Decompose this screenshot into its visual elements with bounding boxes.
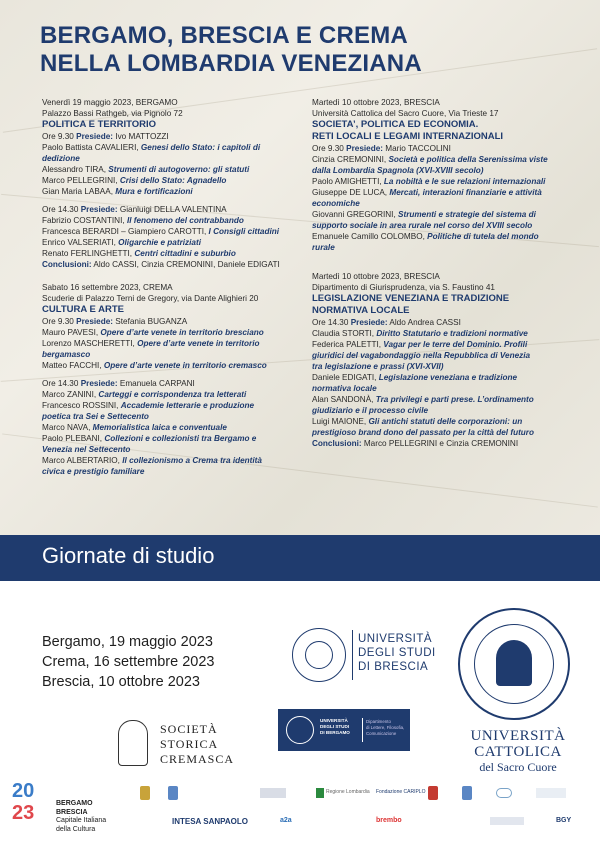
unibs-seal-icon <box>292 628 346 682</box>
sponsor-strip <box>120 780 590 836</box>
ucsc-logo-text: UNIVERSITÀ CATTOLICA del Sacro Cuore <box>470 728 566 774</box>
ssc-logo-text: SOCIETÀ STORICA CREMASCA <box>160 722 235 766</box>
crest-icon <box>462 786 472 800</box>
session-heading: POLITICA E TERRITORIO <box>42 119 157 130</box>
banner: Giornate di studio <box>0 535 600 581</box>
session-heading: CULTURA E ARTE <box>42 304 124 315</box>
capital-2023-logo: 20 23 <box>12 780 35 824</box>
crest-icon <box>428 786 438 800</box>
capital-text: BERGAMO BRESCIA Capitale Italiana della Cultura <box>56 800 107 833</box>
unibg-seal-icon <box>286 716 314 744</box>
page-title: BERGAMO, BRESCIA E CREMA NELLA LOMBARDIA VENEZIANA <box>40 22 422 77</box>
crest-icon <box>140 786 150 800</box>
sponsor-icon <box>490 817 524 825</box>
ministero-icon <box>260 788 286 798</box>
session-heading: LEGISLAZIONE VENEZIANA E TRADIZIONE <box>312 293 510 304</box>
crest-icon <box>168 786 178 800</box>
sponsor-icon <box>496 788 512 798</box>
sponsor-row-top: Regione Lombardia Fondazione CARIPLO <box>120 786 590 802</box>
sponsor-row-bottom: INTESA SANPAOLO a2a brembo BGY <box>172 817 572 826</box>
right-column: Martedì 10 ottobre 2023, BRESCIA Università Cattolica del Sacro Cuore, Via Trieste 17 SOCIETA’, POLITICA ED ECONOMIA. RETI LOCALI E LEGAMI INTERNAZIONALI Ore 9.30 Presiede: Mario TACCOLINI Cinzia CREMONINI, Società e politica della Serenissima viste dalla Lombardia Spagnola (XVI-XVIII secolo) Paolo AMIGHETTI, La nobiltà e le sue relazioni internazionali Giuseppe DE LUCA, Mercati, interazioni finanziarie e attività economiche Giovanni GREGORINI, Strumenti e strategie del sistema di supporto sociale in area rurale nel corso del XVIII secolo Emanuele Camillo COLOMBO, Politiche di tutela del mondo rurale Martedì 10 ottobre 2023, BRESCIA Dipartimento di Giurisprudenza, via S. Faustino 41 LEGISLAZIONE VENEZIANA E TRADIZIONE NORMATIVA LOCALE Ore 14.30 Presiede: Aldo Andrea CASSI Claudia STORTI, Diritto Statutario e tradizioni normative Federica PALETTI, Vagar per le terre del Dominio. Profili giuridici del vagabondaggio nella Repubblica di Venezia tra legislazione e prassi (XVI-XVII) Daniele EDIGATI, Legislazione veneziana e tradizione normativa locale Alan SANDONÀ, Tra privilegi e parti prese. L’ordinamento giudiziario e il processo civile Luigi MAIONE, Gli antichi statuti delle corporazioni: un prestigioso brand dono del passato per la città del futuro Conclusioni: Marco PELLEGRINI e Cinzia CREMONINI <box>312 97 582 449</box>
unibg-logo: UNIVERSITÀ DEGLI STUDI DI BERGAMO Dipartimento di Lettere, Filosofia, Comunicazione <box>278 709 410 751</box>
regione-lombardia-icon <box>316 788 324 798</box>
event-dates: Bergamo, 19 maggio 2023 Crema, 16 settembre 2023 Brescia, 10 ottobre 2023 <box>42 634 215 690</box>
unibs-divider <box>352 630 353 680</box>
sponsor-icon <box>536 788 566 798</box>
unibs-logo-text: UNIVERSITÀ DEGLI STUDI DI BRESCIA <box>358 633 436 673</box>
ssc-emblem-icon <box>118 720 148 766</box>
ucsc-seal-icon <box>458 608 570 720</box>
left-column: Venerdì 19 maggio 2023, BERGAMO Palazzo Bassi Rathgeb, via Pignolo 72 POLITICA E TERRITORIO Ore 9.30 Presiede: Ivo MATTOZZI Paolo Battista CAVALIERI, Genesi dello Stato: i capitoli di dedizione Alessandro TIRA, Strumenti di autogoverno: gli statuti Marco PELLEGRINI, Crisi dello Stato: Agnadello Gian Maria LABAA, Mura e fortificazioni Ore 14.30 Presiede: Gianluigi DELLA VALENTINA Fabrizio COSTANTINI, Il fenomeno del contrabbando Francesca BERARDI – Giampiero CAROTTI, I Consigli cittadini Enrico VALSERIATI, Oligarchie e patriziati Renato FERLINGHETTI, Centri cittadini e suburbio Conclusioni: Aldo CASSI, Cinzia CREMONINI, Daniele EDIGATI Sabato 16 settembre 2023, CREMA Scuderie di Palazzo Terni de Gregory, via Dante Alighieri 20 CULTURA E ARTE Ore 9.30 Presiede: Stefania BUGANZA Mauro PAVESI, Opere d’arte venete in territorio bresciano Lorenzo MASCHERETTI, Opere d’arte venete in territorio bergamasco Matteo FACCHI, Opere d’arte venete in territorio cremasco Ore 14.30 Presiede: Emanuela CARPANI Marco ZANINI, Carteggi e corrispondenza tra letterati Francesco ROSSINI, Accademie letterarie e produzione poetica tra Sei e Settecento Marco NAVA, Memorialistica laica e conventuale Paolo PLEBANI, Collezioni e collezionisti tra Bergamo e Venezia nel Settecento Marco ALBERTARIO, Il collezionismo a Crema tra identità civica e prestigio familiare <box>42 97 292 477</box>
session-heading: SOCIETA’, POLITICA ED ECONOMIA. <box>312 119 479 130</box>
